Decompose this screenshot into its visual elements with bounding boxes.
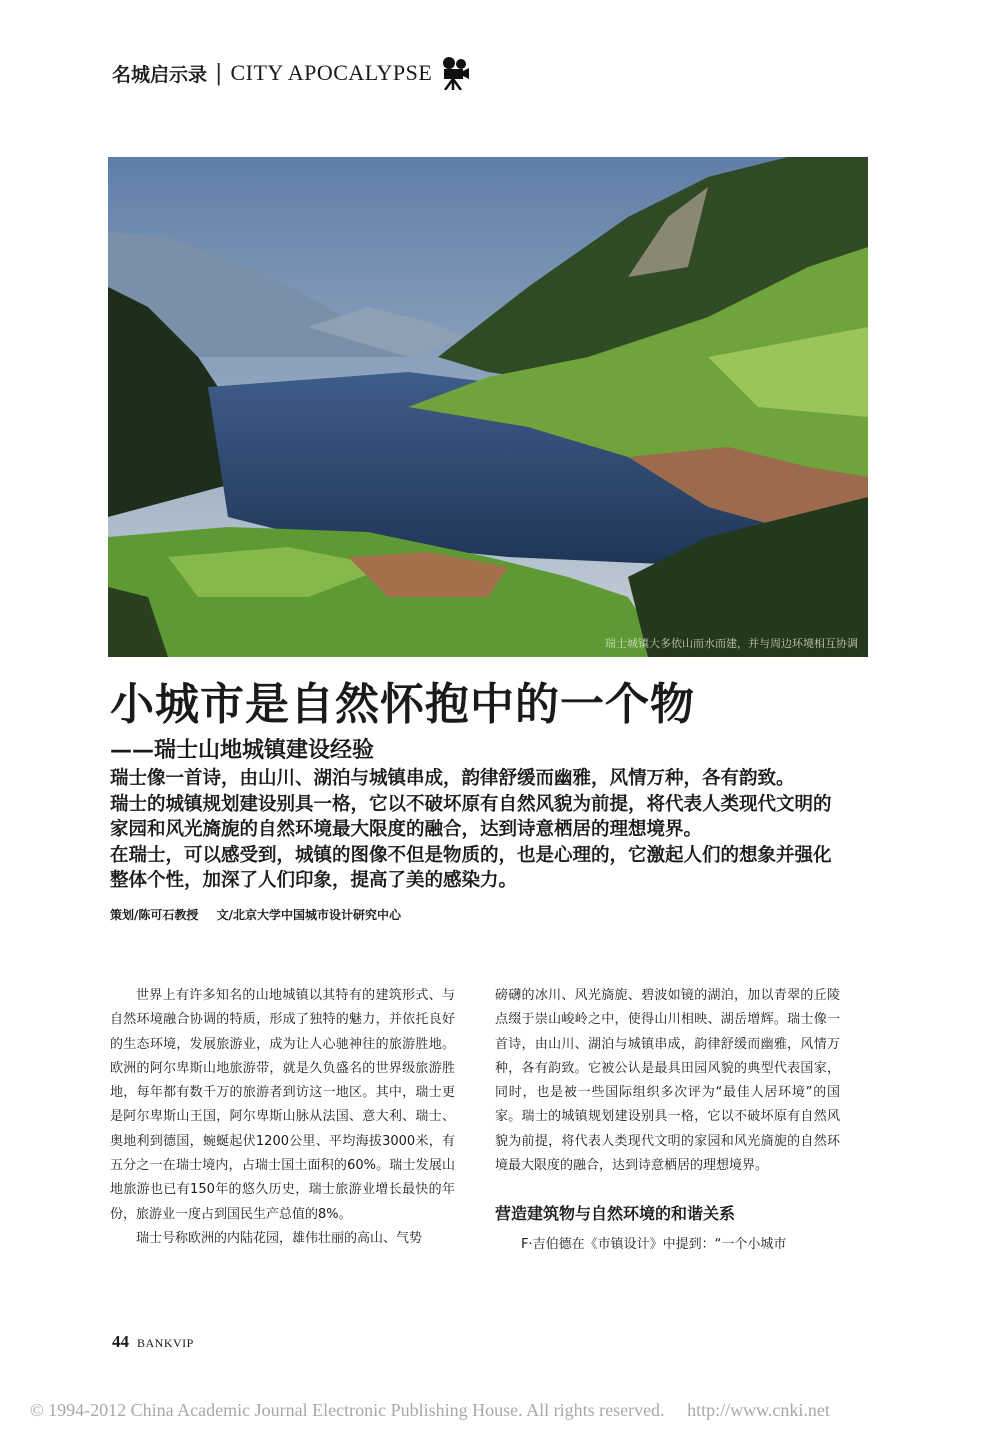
body-column-right	[495, 984, 840, 1257]
article-subtitle: ——瑞士山地城镇建设经验	[110, 738, 375, 763]
section-name-cn: 名城启示录	[112, 63, 208, 86]
article-title: 小城市是自然怀抱中的一个物	[110, 679, 695, 730]
copyright-text: © 1994-2012 China Academic Journal Electronic Publishing House. All rights reserved.	[30, 1400, 665, 1420]
header-separator: |	[215, 60, 223, 86]
abstract-paragraph: 瑞士像一首诗，由山川、湖泊与城镇串成，韵律舒缓而幽雅，风情万种，各有韵致。	[110, 768, 795, 789]
section-name-en: CITY APOCALYPSE	[230, 60, 433, 85]
page-number: 44	[112, 1332, 129, 1351]
abstract-paragraph: 在瑞士，可以感受到，城镇的图像不但是物质的，也是心理的，它激起人们的想象并强化整体个性，加深了人们印象，提高了美的感染力。	[110, 844, 832, 891]
byline	[110, 906, 401, 923]
body-paragraph: 磅礴的冰川、风光旖旎、碧波如镜的湖泊，加以青翠的丘陵点缀于崇山峻岭之中，使得山川相映、湖岳增辉。瑞士像一首诗，由山川、湖泊与城镇串成，韵律舒缓而幽雅，风情万种，各有韵致。它被公认是最具田园风貌的典型代表国家，同时，也是被一些国际组织多次评为“最佳人居环境”的国家。瑞士的城镇规划建设别具一格，它以不破坏原有自然风貌为前提，将代表人类现代文明的家园和风光旖旎的自然环境最大限度的融合，达到诗意栖居的理想境界。	[495, 988, 840, 1174]
movie-camera-icon	[440, 56, 470, 90]
byline-planner: 策划/陈可石教授	[110, 908, 199, 922]
byline-author: 文/北京大学中国城市设计研究中心	[216, 908, 401, 922]
body-paragraph: 瑞士号称欧洲的内陆花园，雄伟壮丽的高山、气势	[136, 1230, 423, 1246]
body-column-left	[110, 984, 455, 1251]
source-url[interactable]: http://www.cnki.net	[687, 1400, 830, 1420]
copyright-line	[30, 1400, 830, 1421]
body-paragraph: F·吉伯德在《市镇设计》中提到：“一个小城市	[521, 1236, 787, 1252]
section-header	[112, 56, 470, 90]
page-footer	[112, 1332, 194, 1352]
body-paragraph: 世界上有许多知名的山地城镇以其特有的建筑形式、与自然环境融合协调的特质，形成了独特的魅力，并依托良好的生态环境，发展旅游业，成为让人心驰神往的旅游胜地。欧洲的阿尔卑斯山地旅游带，就是久负盛名的世界级旅游胜地，每年都有数千万的旅游者到访这一地区。其中，瑞士更是阿尔卑斯山王国，阿尔卑斯山脉从法国、意大利、瑞士、奥地利到德国，蜿蜒起伏1200公里、平均海拔3000米，有五分之一在瑞士境内，占瑞士国土面积的60%。瑞士发展山地旅游也已有150年的悠久历史，瑞士旅游业增长最快的年份，旅游业一度占到国民生产总值的8%。	[110, 988, 455, 1222]
photo-caption: 瑞士城镇大多依山而水而建，并与周边环境相互协调	[605, 637, 858, 650]
section-heading: 营造建筑物与自然环境的和谐关系	[495, 1204, 736, 1224]
article-abstract	[110, 766, 845, 894]
abstract-paragraph: 瑞士的城镇规划建设别具一格，它以不破坏原有自然风貌为前提，将代表人类现代文明的家园和风光旖旎的自然环境最大限度的融合，达到诗意栖居的理想境界。	[110, 793, 832, 840]
magazine-name: BANKVIP	[137, 1336, 194, 1350]
lake-landscape-photo	[108, 157, 868, 657]
